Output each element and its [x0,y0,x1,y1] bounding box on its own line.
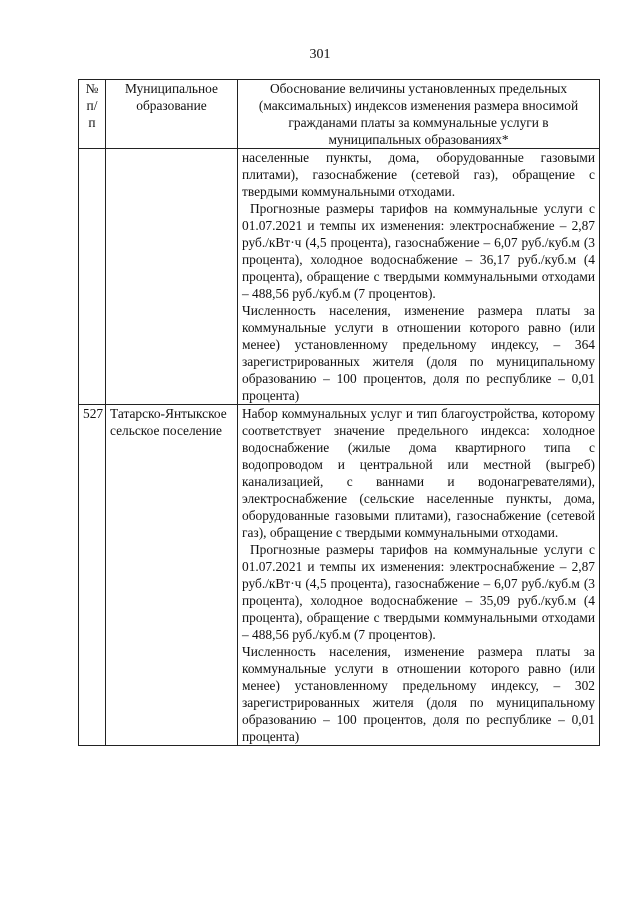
header-justification: Обоснование величины установленных предельных (максимальных) индексов изменения размера вносимой гражданами платы за коммунальные услуги в муниципальных образованиях* [238,80,600,149]
indices-table [78,79,600,746]
header-number: № п/п [79,80,106,149]
justification-paragraph: населенные пункты, дома, оборудованные газовыми плитами), газоснабжение (сетевой газ), обращение с твердыми коммунальными отходами. [242,150,595,199]
justification-paragraph: Численность населения, изменение размера платы за коммунальные услуги в отношении которого равно (или менее) установленному предельному индексу, – 302 зарегистрированных жителя (доля по муниципальному образованию – 100 процентов, доля по республике – 0,01 процента) [242,644,595,744]
header-municipality: Муниципальное образование [106,80,238,149]
table-row [79,405,600,746]
row-municipality [106,149,238,405]
row-justification [238,149,600,405]
page-number: 301 [309,47,331,62]
row-municipality: Татарско-Янтыкское сельское поселение [106,405,238,746]
justification-paragraph: Численность населения, изменение размера платы за коммунальные услуги в отношении которого равно (или менее) установленному предельному индексу, – 364 зарегистрированных жителя (доля по муниципальному образованию – 100 процентов, доля по республике – 0,01 процента) [242,303,595,403]
justification-paragraph: Набор коммунальных услуг и тип благоустройства, которому соответствует значение предельного индекса: холодное водоснабжение (жилые дома квартирного типа с водопроводом и центральной или местной (выгреб) канализацией, с ваннами и водонагревателями), электроснабжение (сельские населенные пункты, дома, оборудованные газовыми плитами), газоснабжение (сетевой газ), обращение с твердыми коммунальными отходами. [242,406,595,540]
row-number: 527 [79,405,106,746]
table-header-row [79,80,600,149]
row-justification [238,405,600,746]
justification-paragraph: Прогнозные размеры тарифов на коммунальные услуги с 01.07.2021 и темпы их изменения: электроснабжение – 2,87 руб./кВт·ч (4,5 процента), газоснабжение – 6,07 руб./куб.м (3 процента), холодное водоснабжение – 35,09 руб./куб.м (4 процента), обращение с твердыми коммунальными отходами – 488,56 руб./куб.м (7 процентов). [242,542,595,642]
row-number [79,149,106,405]
justification-paragraph: Прогнозные размеры тарифов на коммунальные услуги с 01.07.2021 и темпы их изменения: электроснабжение – 2,87 руб./кВт·ч (4,5 процента), газоснабжение – 6,07 руб./куб.м (3 процента), холодное водоснабжение – 36,17 руб./куб.м (4 процента), обращение с твердыми коммунальными отходами – 488,56 руб./куб.м (7 процентов). [242,201,595,301]
table-row [79,149,600,405]
